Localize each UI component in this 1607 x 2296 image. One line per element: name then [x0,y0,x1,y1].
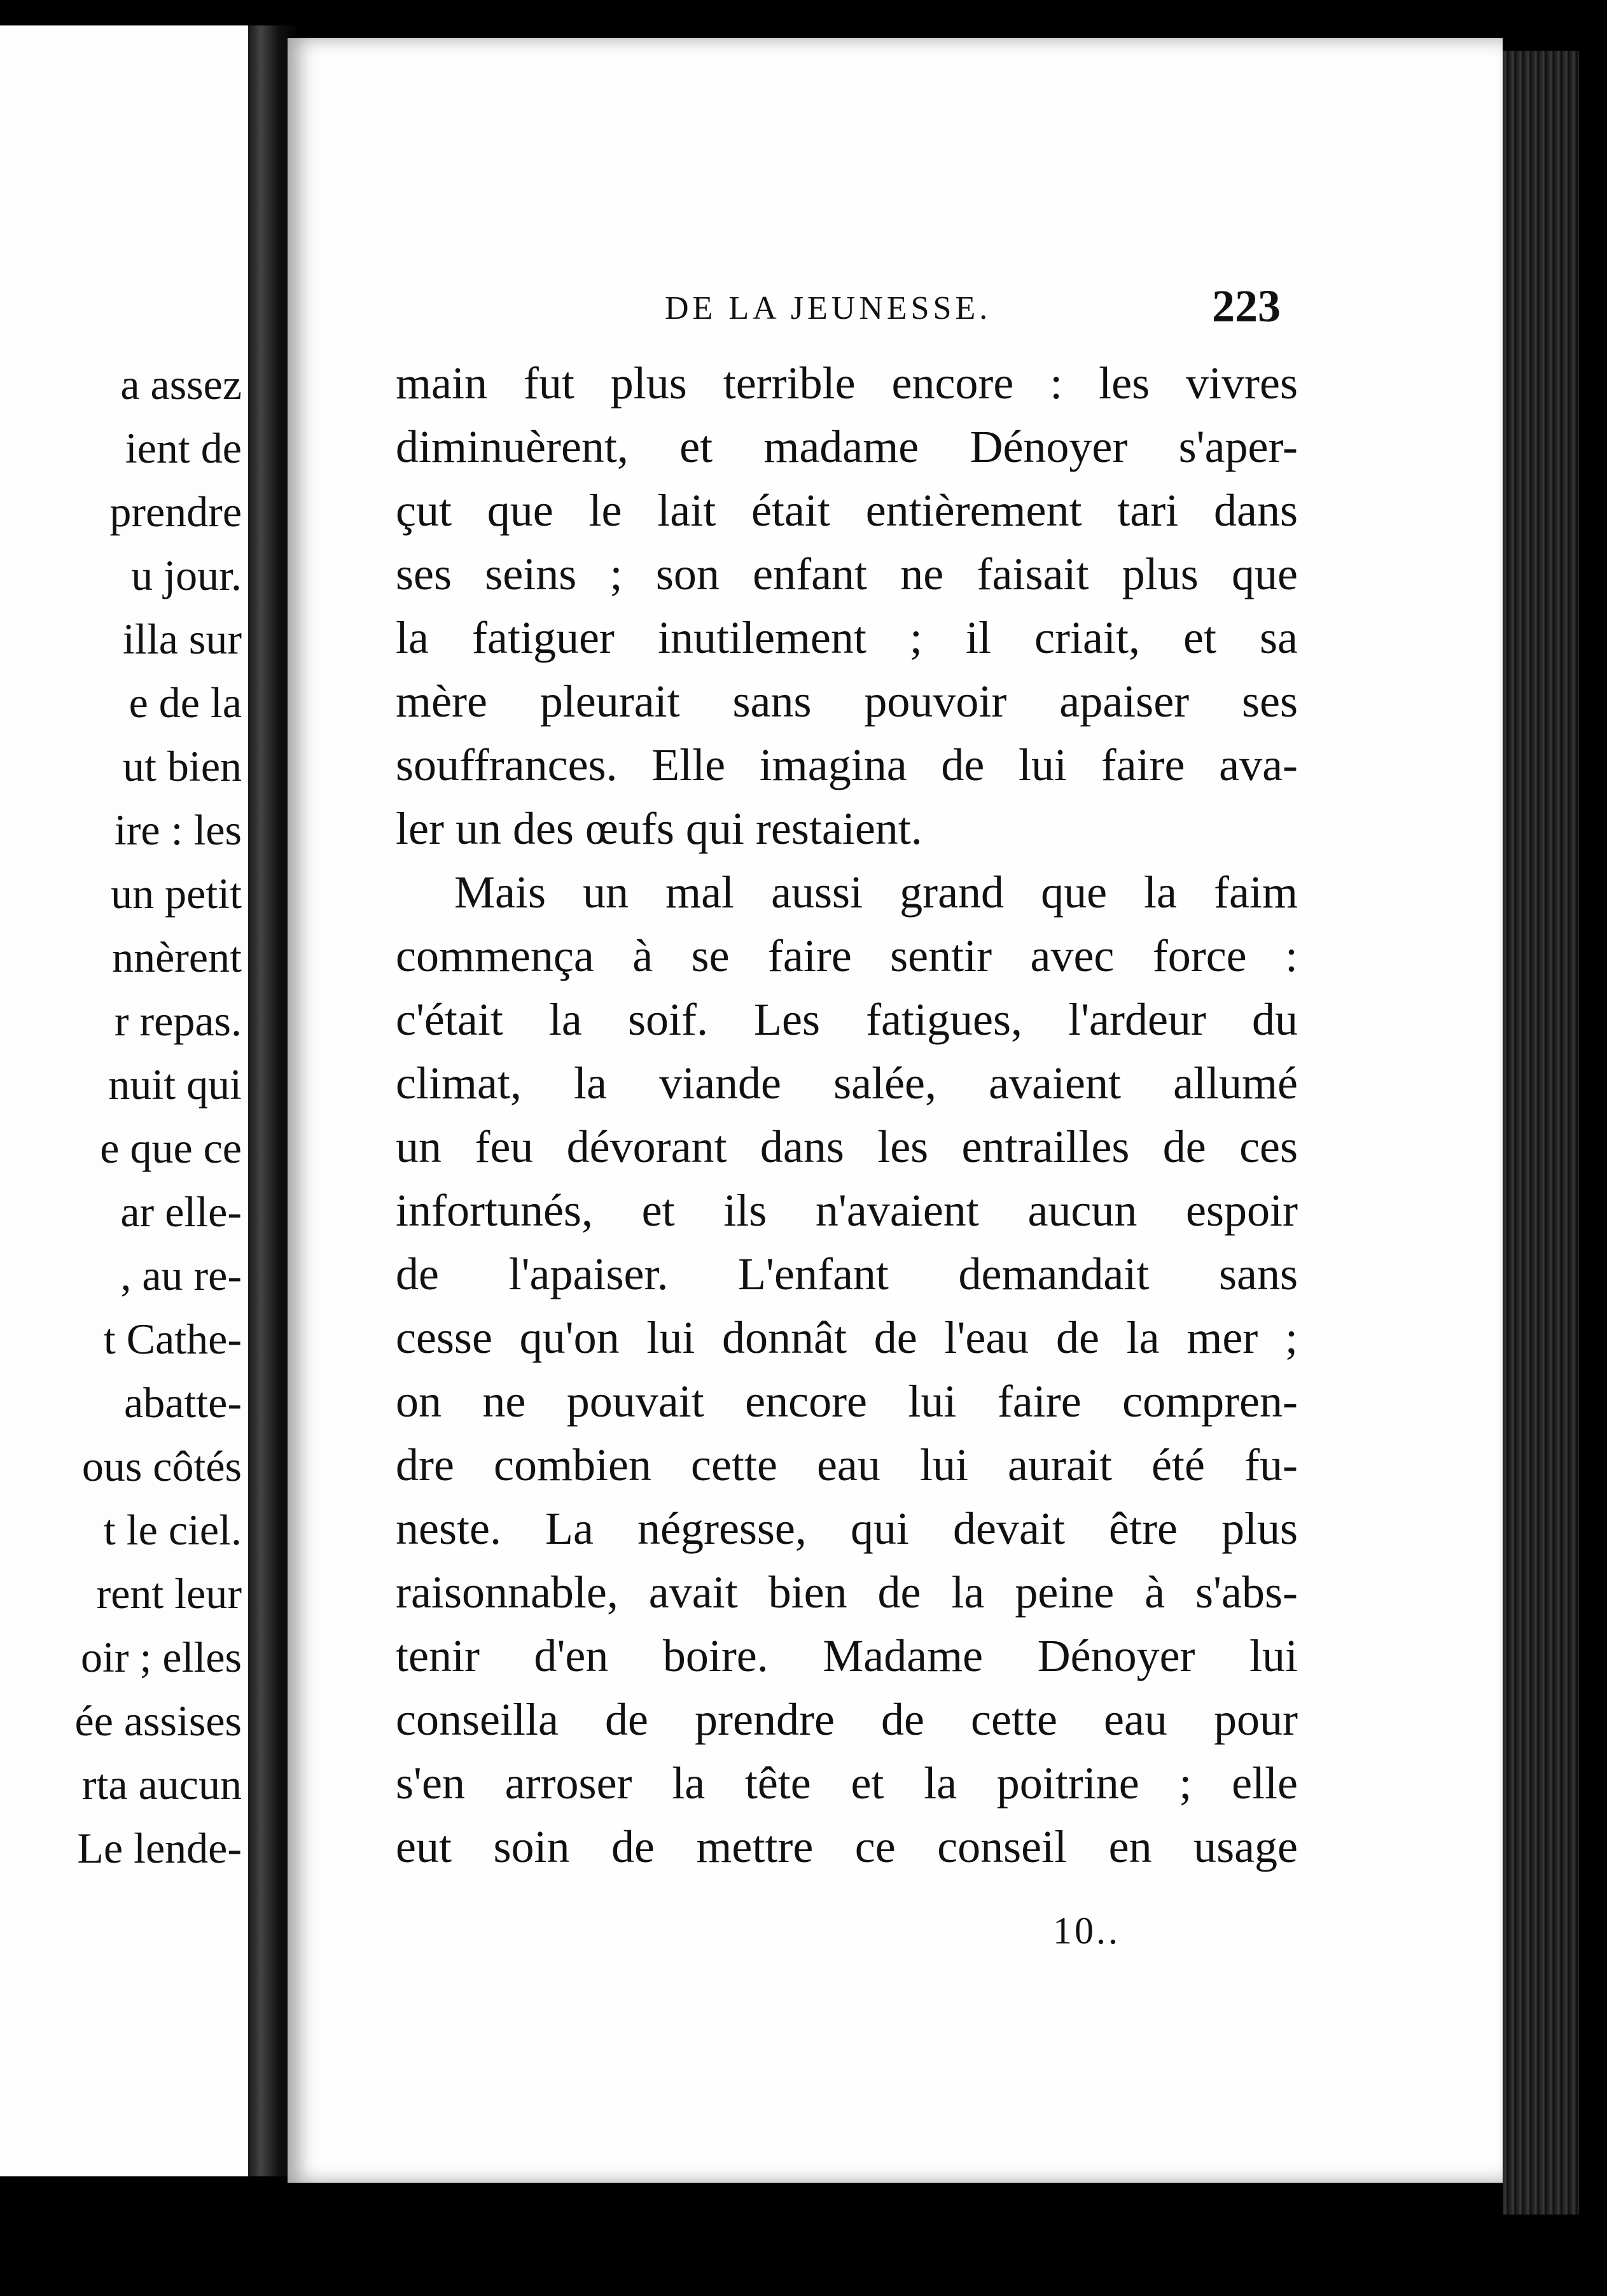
left-page-line: nnèrent [112,933,242,981]
left-page-line: ous côtés [81,1442,242,1490]
text-line: neste. La négresse, qui devait être plus [396,1503,1298,1554]
left-page-line: r repas. [114,997,242,1045]
left-page-line: ient de [125,424,242,472]
left-page [0,25,248,2176]
text-line: ses seins ; son enfant ne faisait plus que [396,549,1298,599]
left-page-line: u jour. [131,551,242,599]
left-page-line: t Cathe- [103,1315,242,1363]
text-line: souffrances. Elle imagina de lui faire ava- [396,739,1298,790]
left-page-line: rent leur [96,1569,242,1618]
text-line: un feu dévorant dans les entrailles de ces [396,1121,1298,1172]
left-page-line: Le lende- [77,1824,242,1872]
left-page-line: , au re- [120,1251,242,1299]
signature-mark: 10.. [1053,1910,1120,1952]
text-line: la fatiguer inutilement ; il criait, et sa [396,612,1298,663]
text-line: c'était la soif. Les fatigues, l'ardeur du [396,994,1298,1045]
text-line: tenir d'en boire. Madame Dénoyer lui [396,1630,1298,1681]
left-page-line: nuit qui [108,1060,242,1109]
text-line: climat, la viande salée, avaient allumé [396,1058,1298,1109]
text-line: cesse qu'on lui donnât de l'eau de la mer ; [396,1312,1298,1363]
left-page-line: t le ciel. [103,1506,242,1554]
left-page-line: un petit [111,869,242,918]
left-page-line: ut bien [123,742,242,790]
text-line: eut soin de mettre ce conseil en usage [396,1821,1298,1872]
left-page-line: illa sur [123,615,242,663]
text-line: dre combien cette eau lui aurait été fu- [396,1439,1298,1490]
text-line: raisonnable, avait bien de la peine à s'abs- [396,1567,1298,1618]
running-header: DE LA JEUNESSE. [665,290,992,326]
page-number: 223 [1212,281,1281,332]
text-line: on ne pouvait encore lui faire compren- [396,1376,1298,1427]
text-line: çut que le lait était entièrement tari dans [396,485,1298,536]
left-page-line: e de la [129,678,242,727]
left-page-line: abatte- [124,1378,242,1427]
page-edges [1503,51,1579,2215]
text-line: Mais un mal aussi grand que la faim [454,867,1298,918]
text-line: infortunés, et ils n'avaient aucun espoir [396,1185,1298,1236]
text-line: ler un des œufs qui restaient. [396,803,922,854]
body-text [396,351,1298,1879]
left-page-line: e que ce [100,1124,242,1172]
text-line: mère pleurait sans pouvoir apaiser ses [396,676,1298,727]
text-line: commença à se faire sentir avec force : [396,930,1298,981]
left-page-line: oir ; elles [80,1633,242,1681]
text-line: s'en arroser la tête et la poitrine ; elle [396,1758,1298,1809]
text-line: de l'apaiser. L'enfant demandait sans [396,1249,1298,1299]
left-page-line: prendre [109,487,242,536]
left-page-line: ée assises [74,1697,242,1745]
left-page-line: ar elle- [120,1187,242,1236]
text-line: main fut plus terrible encore : les vivres [396,358,1298,409]
left-page-line: a assez [120,360,242,409]
left-page-line: rta aucun [81,1760,242,1809]
text-line: diminuèrent, et madame Dénoyer s'aper- [396,421,1298,472]
left-page-line: ire : les [114,806,242,854]
text-line: conseilla de prendre de cette eau pour [396,1694,1298,1745]
